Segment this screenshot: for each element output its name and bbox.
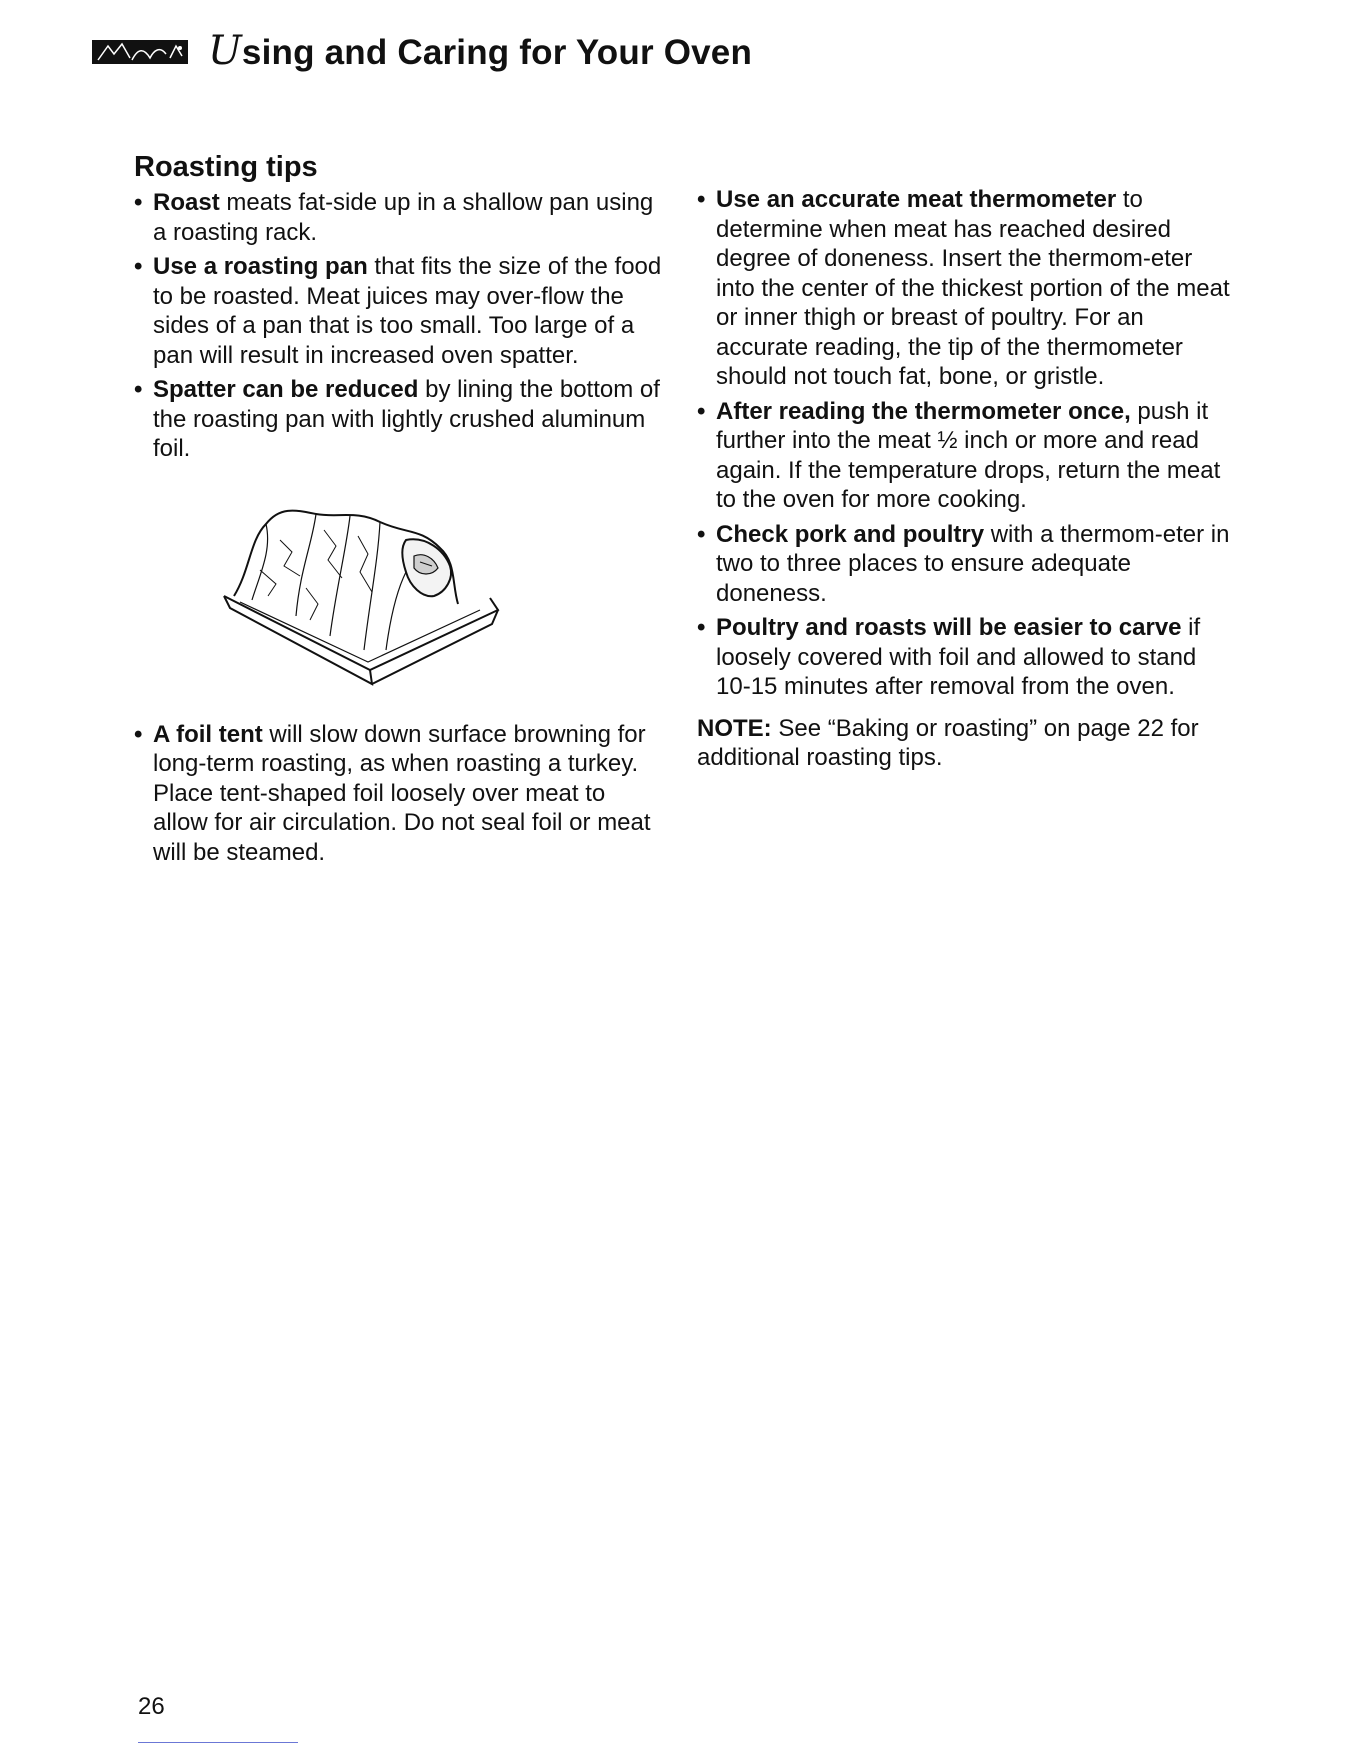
tip-text: to determine when meat has reached desired degree of doneness. Insert the thermom-eter into the center of the thickest portion of the meat or inner thigh or breast of poultry. For an accurate reading, the tip of the thermometer should not touch fat, bone, or gristle. [716,186,1230,390]
footer-rule [138,1742,298,1743]
section-heading: Roasting tips [134,151,318,183]
tip-read-thermometer-again [697,397,1237,515]
tip-lead: After reading the thermometer once, [716,397,1131,425]
note-lead: NOTE: [697,714,772,742]
tip-text: that fits the size of the food to be roasted. Meat juices may over-flow the sides of a pan that is too small. Too large of a pan will result in increased oven spatter. [153,253,662,369]
note-text: See “Baking or roasting” on page 22 for additional roasting tips. [697,714,1199,771]
tip-text: meats fat-side up in a shallow pan using a roasting rack. [153,189,654,246]
right-column [697,185,1237,773]
tip-lead: Use an accurate meat thermometer [716,186,1117,213]
tip-check-pork-poultry [697,520,1237,609]
tip-text: by lining the bottom of the roasting pan with lightly crushed aluminum foil. [153,376,660,462]
tip-text: will slow down surface browning for long-term roasting, as when roasting a turkey. Place tent-shaped foil loosely over meat to allow for air circulation. Do not seal foil or meat will be steamed. [153,720,651,866]
tip-text: if loosely covered with foil and allowed to stand 10-15 minutes after removal from the oven. [716,614,1201,700]
tip-meat-thermometer [697,185,1237,392]
tip-lead: Spatter can be reduced [153,376,419,403]
tip-text: with a thermom-eter in two to three places to ensure adequate doneness. [716,520,1230,607]
note-paragraph [697,714,1237,773]
tip-lead: A foil tent [153,720,263,748]
tip-lead: Use a roasting pan [153,253,368,280]
tip-roasting-pan-size [134,252,664,370]
page-number: 26 [138,1693,165,1720]
page-title-rest: sing and Caring for Your Oven [241,33,753,72]
tip-roast-fat-side-up [134,188,664,247]
tip-reduce-spatter [134,375,664,464]
roast-illustration-logo-icon [92,40,188,64]
page-title-initial: U [208,28,242,74]
tip-lead: Roast [153,189,220,216]
tip-foil-tent [134,720,664,868]
page-title [208,27,752,77]
left-column [134,150,664,872]
tip-lead: Check pork and poultry [716,520,985,548]
tip-lead: Poultry and roasts will be easier to carve [716,614,1182,641]
page-header [92,28,752,76]
foil-tent-roast-pan-icon [220,500,502,690]
tip-text: push it further into the meat ½ inch or more and read again. If the temperature drops, return the meat to the oven for more cooking. [716,397,1221,513]
tip-easier-to-carve [697,613,1237,702]
